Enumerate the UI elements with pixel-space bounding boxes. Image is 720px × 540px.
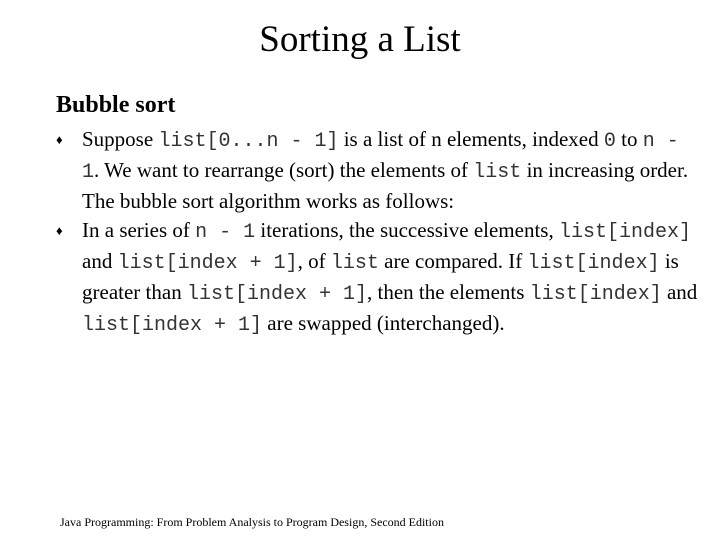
text-segment: and [661, 280, 698, 304]
bullet-item [56, 125, 706, 216]
code-segment: list[index + 1] [117, 252, 298, 275]
slide-title: Sorting a List [259, 19, 461, 60]
diamond-bullet-icon: ♦ [56, 223, 63, 238]
section-heading: Bubble sort [56, 92, 176, 118]
bullet-list [56, 125, 706, 340]
code-segment: list[index + 1] [186, 283, 367, 306]
text-segment: are swapped (interchanged). [262, 311, 505, 335]
code-segment: n - 1 [82, 130, 679, 184]
footer-caption: Java Programming: From Problem Analysis to Program Design, Second Edition [60, 515, 444, 529]
text-segment: iterations, the successive elements, [255, 218, 559, 242]
diamond-bullet-icon: ♦ [56, 132, 63, 147]
text-segment: in increasing order. The bubble sort algorithm works as follows: [82, 158, 689, 213]
text-segment: In a series of [82, 218, 196, 242]
text-segment: is a list of n elements, indexed [338, 127, 604, 151]
text-segment: , then the elements [366, 280, 530, 304]
text-segment: , of [297, 249, 331, 273]
text-segment: Suppose [82, 127, 159, 151]
text-segment: to [615, 127, 643, 151]
code-segment: 0 [603, 130, 616, 153]
code-segment: list[index] [529, 283, 662, 306]
bullet-text [82, 218, 697, 335]
code-segment: list[index + 1] [82, 314, 263, 337]
code-segment: n - 1 [195, 221, 256, 244]
code-segment: list [330, 252, 379, 275]
text-segment: are compared. If [378, 249, 528, 273]
bullet-item [56, 216, 706, 340]
text-segment: is greater than [82, 249, 679, 304]
text-segment: and [82, 249, 118, 273]
code-segment: list [473, 161, 522, 184]
code-segment: list[index] [527, 252, 660, 275]
code-segment: list[0...n - 1] [158, 130, 339, 153]
code-segment: list[index] [558, 221, 691, 244]
bullet-text [82, 127, 688, 213]
text-segment: . We want to rearrange (sort) the elements of [94, 158, 474, 182]
